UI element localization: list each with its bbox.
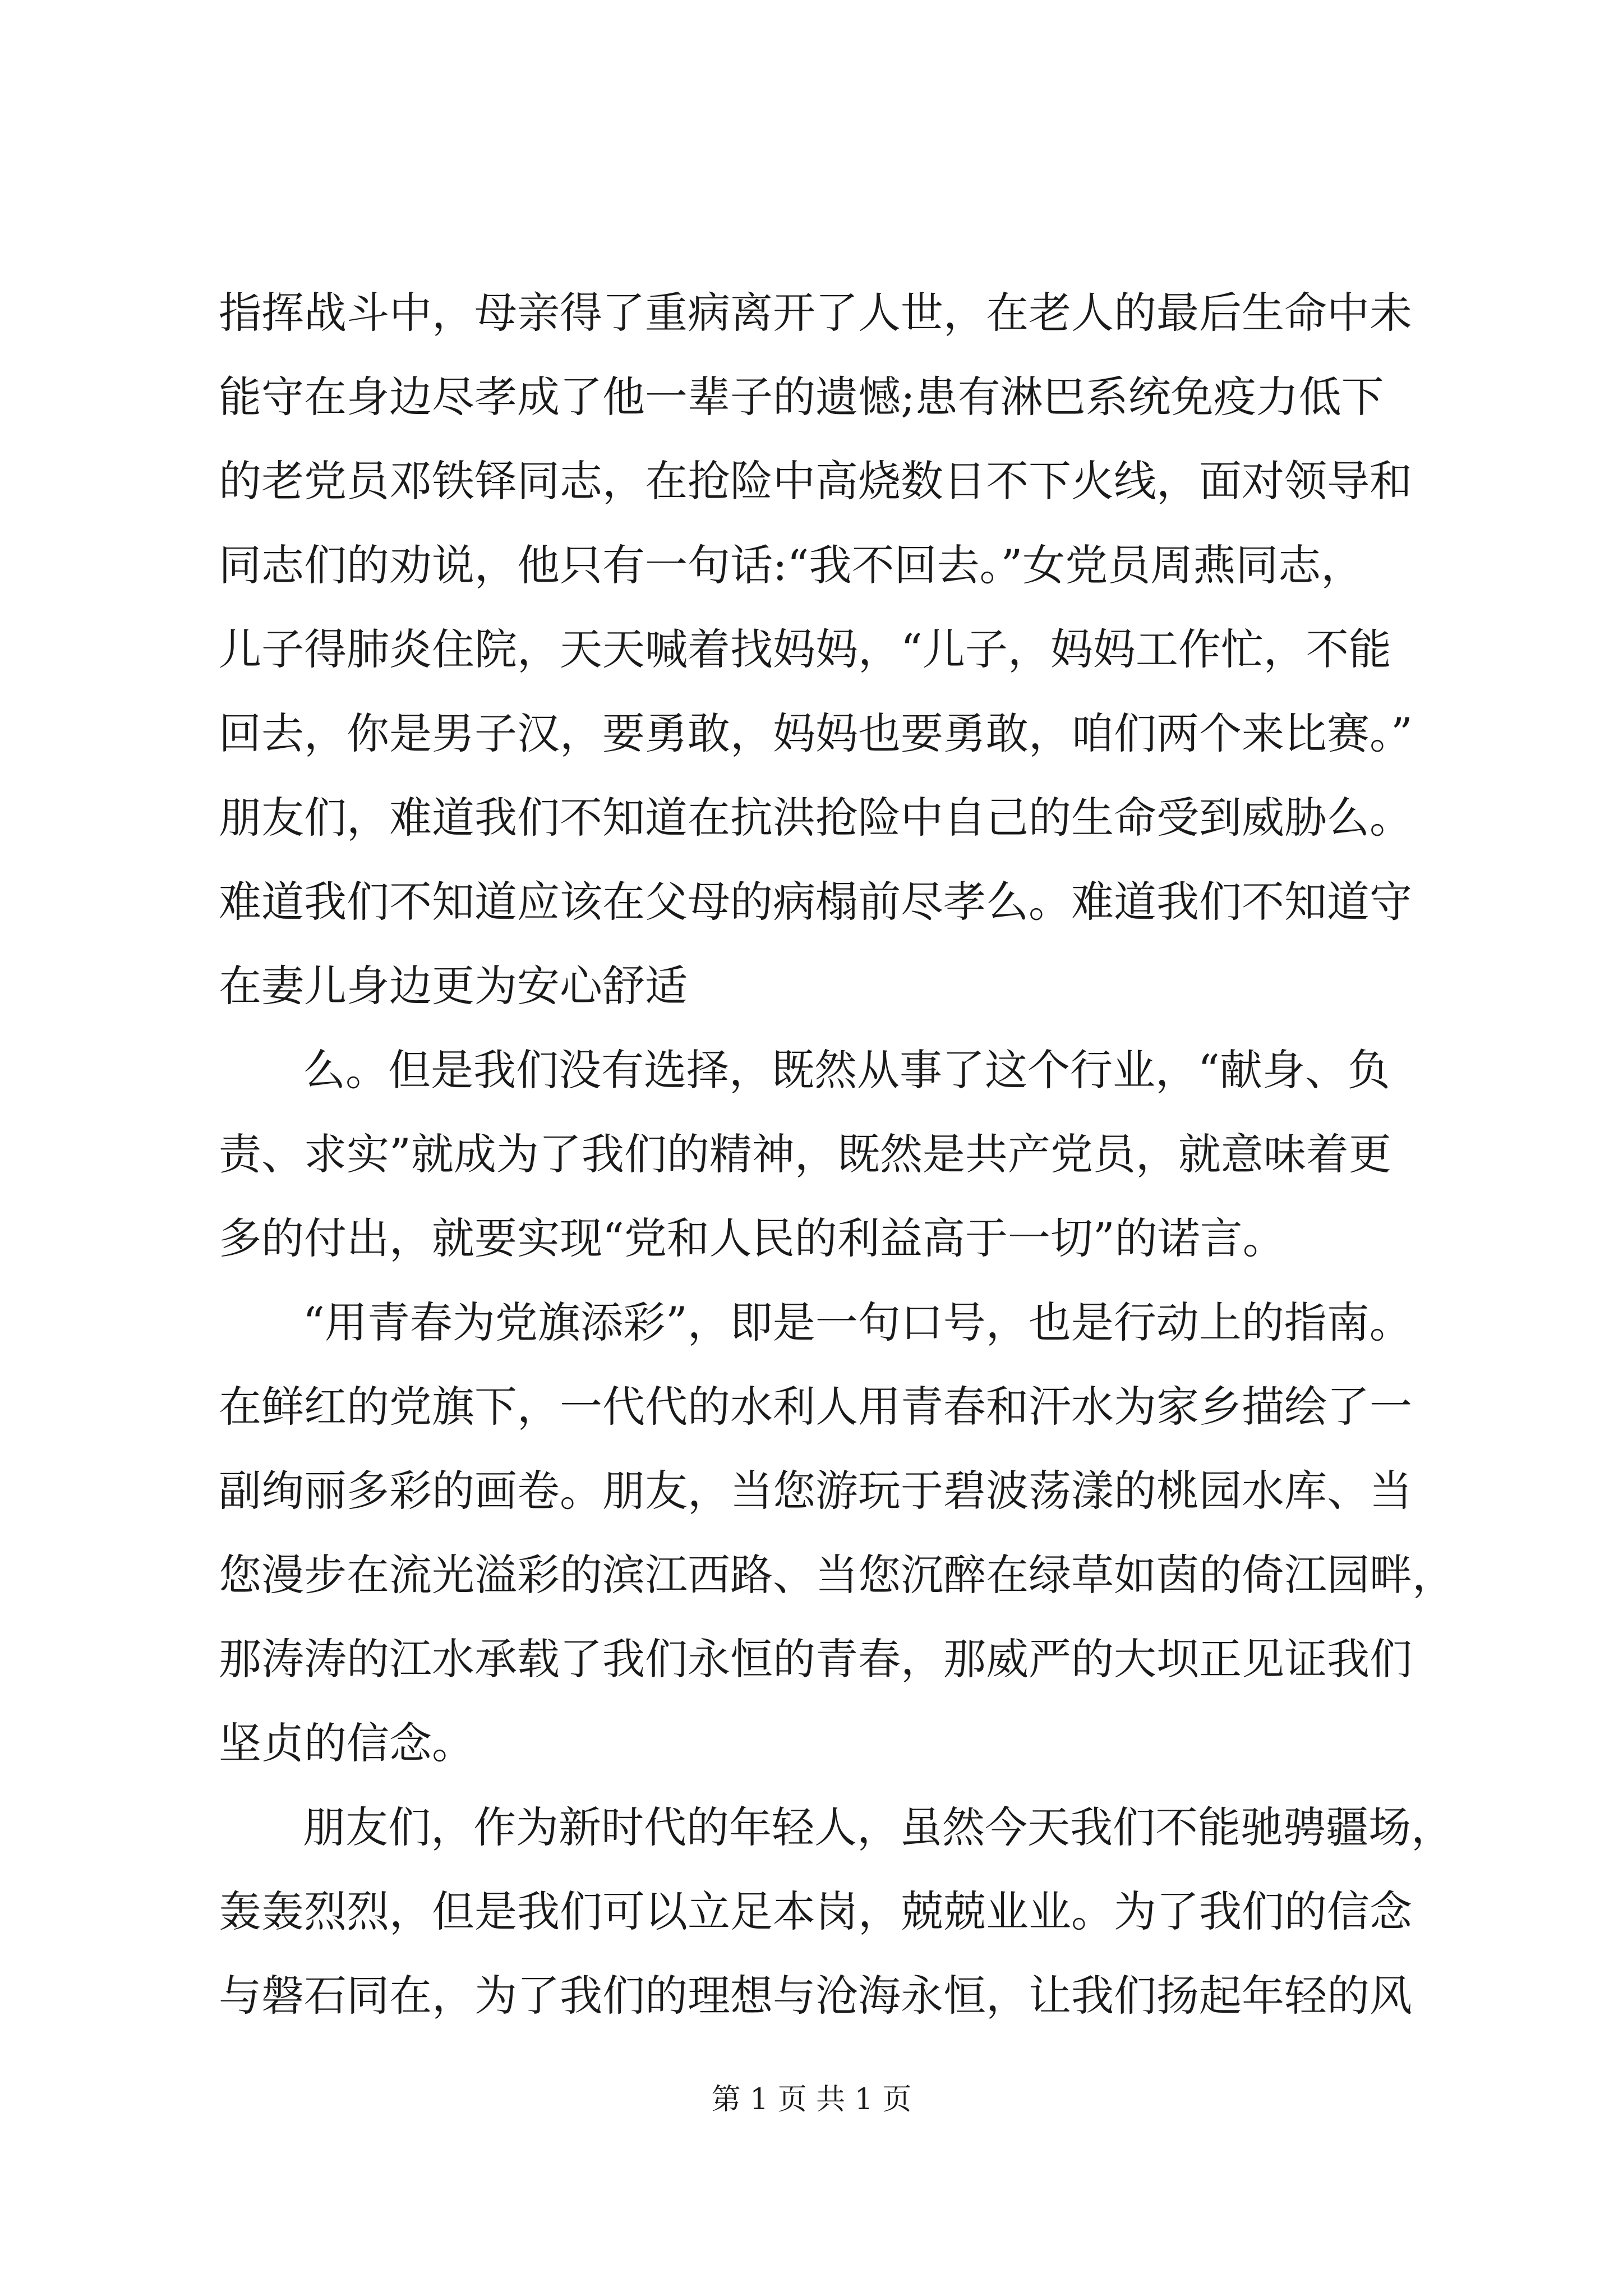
text-line: 责、求实”就成为了我们的精神，既然是共产党员，就意味着更 [219, 1129, 1391, 1179]
text-line: 那涛涛的江水承载了我们永恒的青春，那威严的大坝正见证我们 [219, 1634, 1412, 1684]
text-line: 指挥战斗中，母亲得了重病离开了人世，在老人的最后生命中未 [219, 288, 1412, 338]
text-line: 儿子得肺炎住院，天天喊着找妈妈，“儿子，妈妈工作忙，不能 [219, 624, 1391, 674]
text-line: 难道我们不知道应该在父母的病榻前尽孝么。难道我们不知道守 [219, 877, 1412, 927]
text-line: 同志们的劝说，他只有一句话:“我不回去。”女党员周燕同志， [219, 540, 1364, 590]
text-line: 轰轰烈烈，但是我们可以立足本岗，兢兢业业。为了我们的信念 [219, 1887, 1412, 1936]
paragraph-first-line: 朋友们，作为新时代的年轻人，虽然今天我们不能驰骋疆场， [303, 1802, 1454, 1852]
paragraph-first-line: 么。但是我们没有选择，既然从事了这个行业，“献身、负 [303, 1045, 1390, 1095]
text-line: 坚贞的信念。 [219, 1718, 474, 1768]
page-number-footer: 第 1 页 共 1 页 [711, 2083, 912, 2116]
text-line: 的老党员邓铁铎同志，在抢险中高烧数日不下火线，面对领导和 [219, 456, 1412, 506]
text-line: 副绚丽多彩的画卷。朋友，当您游玩于碧波荡漾的桃园水库、当 [219, 1466, 1412, 1516]
text-line: 与磐石同在，为了我们的理想与沧海永恒，让我们扬起年轻的风 [219, 1971, 1412, 2021]
paragraph-first-line: “用青春为党旗添彩”，即是一句口号，也是行动上的指南。 [303, 1297, 1412, 1347]
text-line: 回去，你是男子汉，要勇敢，妈妈也要勇敢，咱们两个来比赛。” [219, 708, 1413, 758]
text-line: 朋友们，难道我们不知道在抗洪抢险中自己的生命受到威胁么。 [219, 793, 1412, 843]
text-line: 在妻儿身边更为安心舒适 [219, 961, 688, 1011]
text-line: 在鲜红的党旗下，一代代的水利人用青春和汗水为家乡描绘了一 [219, 1382, 1412, 1432]
document-body [219, 288, 1455, 2059]
text-line: 能守在身边尽孝成了他一辈子的遗憾;患有淋巴系统免疫力低下 [219, 372, 1384, 422]
text-line: 您漫步在流光溢彩的滨江西路、当您沉醉在绿草如茵的倚江园畔， [219, 1550, 1455, 1600]
text-line: 多的付出，就要实现“党和人民的利益高于一切”的诺言。 [219, 1213, 1285, 1263]
